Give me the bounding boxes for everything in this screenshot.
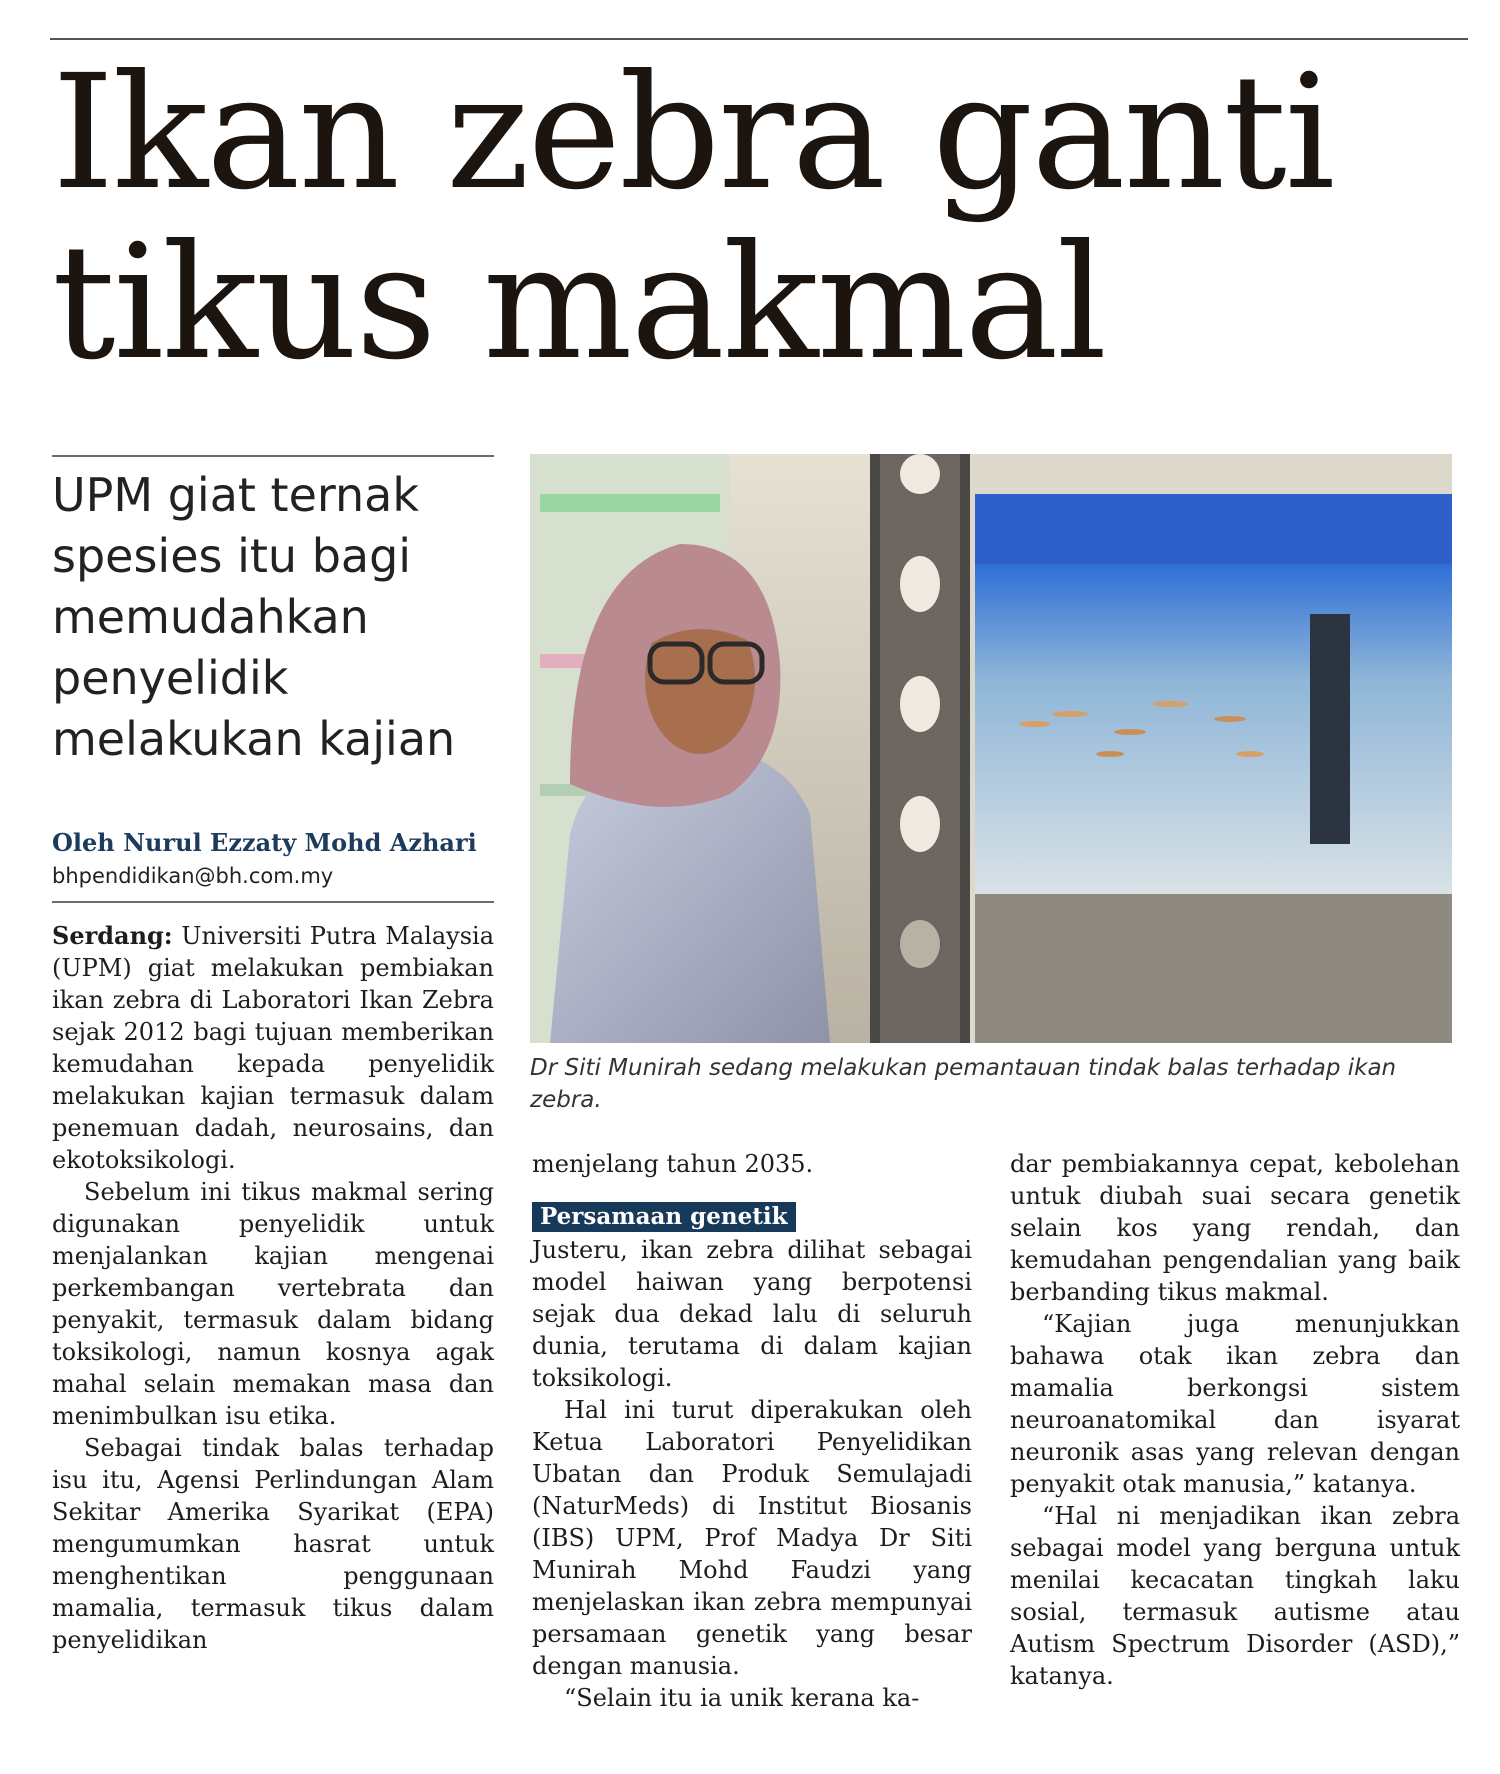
paragraph-9: “Hal ni menjadikan ikan zebra sebagai model yang berguna untuk menilai kecacatan tingkah laku sosial, termasuk autisme atau Autism Spectrum Disorder (ASD),” katanya.: [1010, 1502, 1460, 1690]
column-2: [532, 1148, 972, 1714]
subheading: Persamaan genetik: [532, 1202, 796, 1232]
paragraph-5: Justeru, ikan zebra dilihat sebagai model haiwan yang berpotensi sejak dua dekad lalu di seluruh dunia, terutama di dalam kajian toksikologi.: [532, 1236, 972, 1392]
author-email: bhpendidikan@bh.com.my: [52, 864, 334, 888]
dateline: Serdang:: [52, 921, 173, 950]
column-3: [1010, 1148, 1460, 1692]
lab-photo-illustration: [530, 454, 1452, 1043]
column-1: [52, 920, 494, 1656]
paragraph-2: Sebelum ini tikus makmal sering digunakan penyelidik untuk menjalankan kajian mengenai perkembangan vertebrata dan penyakit, termasuk dalam bidang toksikologi, namun kosnya agak mahal selain memakan masa dan menimbulkan isu etika.: [52, 1178, 494, 1430]
byline-rule: [52, 901, 494, 903]
article-photo: [530, 454, 1452, 1043]
paragraph-4-cont: menjelang tahun 2035.: [532, 1150, 814, 1178]
deck: UPM giat ternak spesies itu bagi memudahkan penyelidik melakukan kajian: [52, 468, 456, 766]
deck-rule: [52, 455, 494, 457]
paragraph-1-text: Universiti Putra Malaysia (UPM) giat melakukan pembiakan ikan zebra di Laboratori Ikan Zebra sejak 2012 bagi tujuan memberikan kemudahan kepada penyelidik melakukan kajian termasuk dalam penemuan dadah, neurosains, dan ekotoksikologi.: [52, 922, 494, 1174]
paragraph-7: “Selain itu ia unik kerana ka-: [564, 1684, 920, 1712]
paragraph-3: Sebagai tindak balas terhadap isu itu, Agensi Perlindungan Alam Sekitar Amerika Syarikat (EPA) mengumumkan hasrat untuk menghentikan penggunaan mamalia, termasuk tikus dalam penyelidikan: [52, 1434, 494, 1654]
headline-line-1: Ikan zebra ganti: [52, 41, 1334, 225]
paragraph-7-cont: dar pembiakannya cepat, kebolehan untuk diubah suai secara genetik selain kos yang rendah, dan kemudahan pengendalian yang baik berbanding tikus makmal.: [1010, 1150, 1460, 1306]
top-rule: [50, 38, 1468, 40]
headline: [52, 41, 1462, 395]
photo-caption: Dr Siti Munirah sedang melakukan pemantauan tindak balas terhadap ikan zebra.: [530, 1055, 1397, 1113]
paragraph-6: Hal ini turut diperakukan oleh Ketua Laboratori Penyelidikan Ubatan dan Produk Semulajadi (NaturMeds) di Institut Biosanis (IBS) UPM, Prof Madya Dr Siti Munirah Mohd Faudzi yang menjelaskan ikan zebra mempunyai persamaan genetik yang besar dengan manusia.: [532, 1396, 972, 1680]
byline: Oleh Nurul Ezzaty Mohd Azhari: [52, 828, 477, 857]
headline-line-2: tikus makmal: [52, 211, 1106, 395]
paragraph-8: “Kajian juga menunjukkan bahawa otak ikan zebra dan mamalia berkongsi sistem neuroanatomikal dan isyarat neuronik asas yang relevan dengan penyakit otak manusia,” katanya.: [1010, 1310, 1460, 1498]
paragraph-1: [52, 920, 494, 1176]
